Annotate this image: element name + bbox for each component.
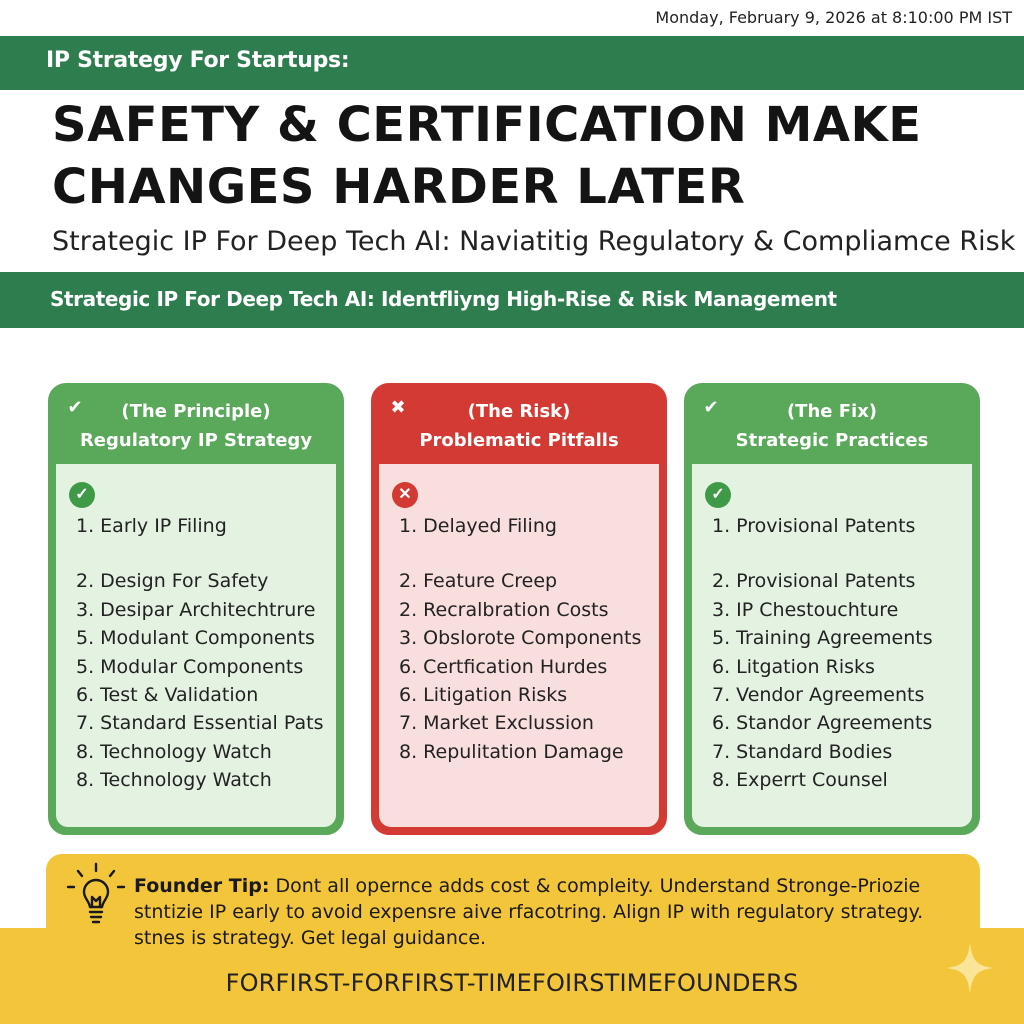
section-banner-title: Strategic IP For Deep Tech AI: Identfliyng High-Rise & Risk Management <box>50 287 837 311</box>
list-item: 7. Vendor Agreements <box>712 683 925 706</box>
card-title: Problematic Pitfalls <box>419 430 619 451</box>
list-item: 1. Delayed Filing <box>399 515 557 537</box>
list-item: 3. Desipar Architechtrure <box>76 598 316 621</box>
check-icon: ✓ <box>705 482 731 508</box>
sparkle-icon <box>944 940 996 996</box>
list-item: 6. Standor Agreements <box>712 712 933 735</box>
list-item: 6. Certfication Hurdes <box>399 655 608 678</box>
headline <box>52 94 1012 218</box>
list-item: 6. Litgation Risks <box>712 655 875 678</box>
list-item: 7. Standard Bodies <box>712 740 893 763</box>
list-item: 8. Repulitation Damage <box>399 740 624 763</box>
card-label: (The Principle) <box>121 401 271 422</box>
check-icon: ✔ <box>703 397 719 418</box>
list-item: 6. Litigation Risks <box>399 683 568 706</box>
principle-card <box>48 383 344 835</box>
list-item: 7. Market Exclussion <box>399 712 594 735</box>
list-item: 8. Technology Watch <box>76 740 272 763</box>
risk-list <box>399 512 653 766</box>
section-banner <box>0 272 1024 328</box>
card-title: Strategic Practices <box>735 430 929 451</box>
x-icon: ✕ <box>392 482 418 508</box>
list-item: 7. Standard Essential Pats <box>76 712 324 735</box>
tip-body: Dont all opernce adds cost & compleity. Understand Stronge-Priozie stntizie IP early to avoid expensre aive rfacotring. Align IP with regulatory strategy. stnes is strategy. Get legal guidance. <box>134 875 924 949</box>
fix-card <box>684 383 980 835</box>
list-item: 1. Provisional Patents <box>712 515 916 537</box>
card-body <box>379 464 659 827</box>
list-item: 5. Modular Components <box>76 655 304 678</box>
list-item: 5. Training Agreements <box>712 627 933 650</box>
list-item: 3. Obslorote Components <box>399 627 642 650</box>
founder-tip <box>134 873 964 951</box>
headline-line-2: CHANGES HARDER LATER <box>52 159 746 215</box>
card-header <box>689 388 975 464</box>
risk-card <box>371 383 667 835</box>
card-header <box>53 388 339 464</box>
card-body <box>56 464 336 827</box>
list-item: 1. Early IP Filing <box>76 515 227 537</box>
top-banner-title: IP Strategy For Startups: <box>46 48 350 73</box>
timestamp: Monday, February 9, 2026 at 8:10:00 PM IST <box>655 8 1012 27</box>
footer-text: FORFIRST-FORFIRST-TIMEFOIRSTIMEFOUNDERS <box>225 969 799 997</box>
list-item: 3. IP Chestouchture <box>712 598 899 621</box>
list-item: 5. Modulant Components <box>76 627 315 650</box>
lightbulb-icon <box>64 862 128 932</box>
x-icon: ✖ <box>390 397 406 418</box>
list-item: 2. Provisional Patents <box>712 570 916 593</box>
list-item: 6. Test & Validation <box>76 683 259 706</box>
tip-label: Founder Tip: <box>134 875 270 897</box>
fix-list <box>712 512 966 795</box>
check-icon: ✔ <box>67 397 83 418</box>
list-item: 8. Technology Watch <box>76 769 272 792</box>
list-item: 2. Feature Creep <box>399 570 558 593</box>
card-title: Regulatory IP Strategy <box>79 430 313 451</box>
card-label: (The Risk) <box>467 401 571 422</box>
top-banner <box>0 36 1024 90</box>
list-item: 2. Recralbration Costs <box>399 598 609 621</box>
headline-line-1: SAFETY & CERTIFICATION MAKE <box>52 97 922 153</box>
card-header <box>376 388 662 464</box>
list-item: 2. Design For Safety <box>76 570 269 593</box>
card-body <box>692 464 972 827</box>
list-item: 8. Experrt Counsel <box>712 769 888 792</box>
subheadline: Strategic IP For Deep Tech AI: Naviatitig Regulatory & Compliamce Risk <box>52 226 1016 257</box>
check-icon: ✓ <box>69 482 95 508</box>
card-label: (The Fix) <box>786 401 878 422</box>
principle-list <box>76 512 330 795</box>
